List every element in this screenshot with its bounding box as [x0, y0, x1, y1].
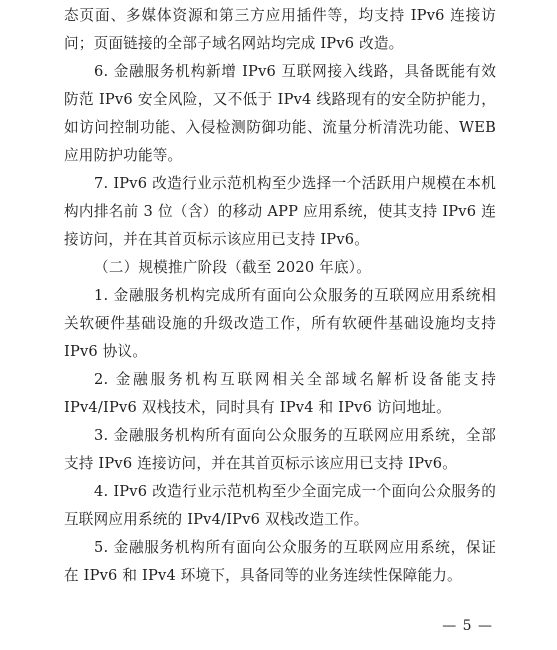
paragraph-item-4: 4. IPv6 改造行业示范机构至少全面完成一个面向公众服务的互联网应用系统的 IPv4/IPv6 双栈改造工作。 — [64, 483, 496, 528]
paragraph-item-6: 6. 金融服务机构新增 IPv6 互联网接入线路，具备既能有效防范 IPv6 安全风险，又不低于 IPv4 线路现有的安全防护能力，如访问控制功能、入侵检测防御功能、流量分析清洗功能、WEB 应用防护功能等。 — [64, 63, 496, 164]
paragraph-item-3: 3. 金融服务机构所有面向公众服务的互联网应用系统，全部支持 IPv6 连接访问，并在其首页标示该应用已支持 IPv6。 — [64, 427, 496, 472]
paragraph-item-7: 7. IPv6 改造行业示范机构至少选择一个活跃用户规模在本机构内排名前 3 位（含）的移动 APP 应用系统，使其支持 IPv6 连接访问，并在其首页标示该应用已支持 IPv6。 — [64, 175, 496, 248]
paragraph-continuation: 态页面、多媒体资源和第三方应用插件等，均支持 IPv6 连接访问；页面链接的全部子域名网站均完成 IPv6 改造。 — [64, 7, 496, 52]
paragraph-item-5: 5. 金融服务机构所有面向公众服务的互联网应用系统，保证在 IPv6 和 IPv4 环境下，具备同等的业务连续性保障能力。 — [64, 539, 496, 584]
page-number: — 5 — — [442, 618, 493, 634]
paragraph-item-2: 2. 金融服务机构互联网相关全部域名解析设备能支持 IPv4/IPv6 双栈技术，同时具有 IPv4 和 IPv6 访问地址。 — [64, 371, 496, 416]
paragraph-item-1: 1. 金融服务机构完成所有面向公众服务的互联网应用系统相关软硬件基础设施的升级改造工作，所有软硬件基础设施均支持 IPv6 协议。 — [64, 287, 496, 360]
section-heading: （二）规模推广阶段（截至 2020 年底）。 — [94, 259, 372, 276]
